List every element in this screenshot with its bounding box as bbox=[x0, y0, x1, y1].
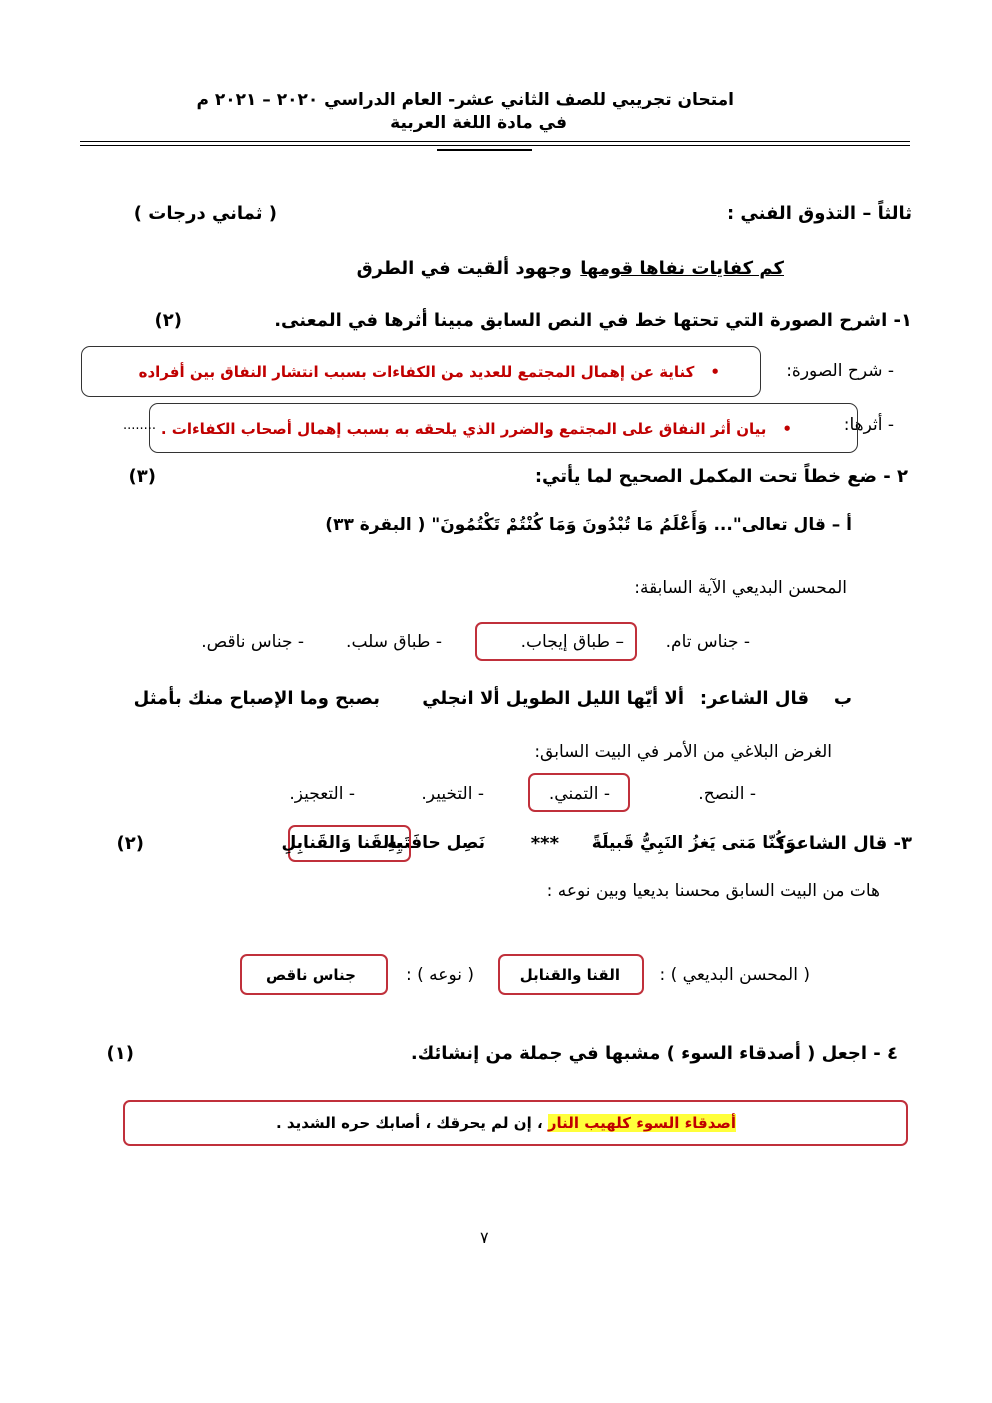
q4-prompt: ٤ - اجعل ( أصدقاء السوء ) مشبها في جملة من إنشائك. bbox=[410, 1043, 898, 1064]
q3-label-1: ( المحسن البديعي ) : bbox=[659, 965, 810, 985]
q3-instruction: هات من البيت السابق محسنا بديعيا وبين نوعه : bbox=[546, 881, 880, 901]
header-line-2: في مادة اللغة العربية bbox=[390, 113, 567, 133]
q1-effect-label: - أثرها: bbox=[843, 415, 894, 435]
q1-effect-answer-text: بيان أثر النفاق على المجتمع والضرر الذي يلحقه به بسبب إهمال أصحاب الكفاءات . bbox=[160, 420, 767, 438]
q2-b-option-3: - التخيير. bbox=[421, 784, 484, 804]
q2-a-question: المحسن البديعي الآية السابقة: bbox=[634, 578, 847, 598]
header-short-rule bbox=[437, 149, 532, 151]
header-line-1: امتحان تجريبي للصف الثاني عشر- العام الدراسي ٢٠٢٠ – ٢٠٢١ م bbox=[196, 90, 734, 110]
q2-a-option-2: – طباق إيجاب. bbox=[520, 632, 624, 652]
q3-verse-1: وَكُنّا مَتى يَغزُ النَبِيُّ قَبيلَةً bbox=[591, 833, 796, 853]
q4-marks: (١) bbox=[106, 1043, 134, 1064]
q1-marks: (٢) bbox=[154, 310, 182, 331]
page-number: ٧ bbox=[480, 1228, 489, 1247]
q2-b-option-2: - التمني. bbox=[548, 784, 610, 804]
q3-prompt-start: ٣- قال الشاعر: bbox=[778, 833, 912, 854]
q2-b-verse-1: ألا أيّها الليل الطويل ألا انجلي bbox=[422, 688, 684, 709]
q3-verse-2: نَصِل حافَتَيهِ bbox=[386, 833, 485, 853]
q2-a-option-4: - جناس ناقص. bbox=[201, 632, 304, 652]
bullet-icon: • bbox=[782, 420, 792, 438]
q2-b-intro: قال الشاعر: bbox=[699, 688, 809, 709]
q3-verse-2-boxed: بِالقَنا وَالقَنابِلِ bbox=[281, 833, 402, 853]
q2-marks: (٣) bbox=[128, 466, 156, 487]
q2-b-label: ب bbox=[833, 688, 852, 709]
header-rule-bottom bbox=[80, 145, 910, 146]
q1-effect-dots: ........ bbox=[123, 418, 157, 433]
q2-a-option-3: - طباق سلب. bbox=[346, 632, 442, 652]
q4-answer bbox=[276, 1114, 736, 1132]
q4-answer-rest: ، إن لم يحرقك ، أصابك حره الشديد . bbox=[276, 1114, 543, 1132]
q2-a-text: أ – قال تعالى"... وَأَعْلَمُ مَا تُبْدُونَ وَمَا كُنْتُمْ تَكْتُمُونَ" ( البقرة ٣٣) bbox=[325, 515, 852, 535]
header-rule-top bbox=[80, 141, 910, 142]
q1-prompt: ١- اشرح الصورة التي تحتها خط في النص السابق مبينا أثرها في المعنى. bbox=[274, 310, 912, 331]
q3-answer-2: جناس ناقص bbox=[265, 966, 356, 984]
q3-marks: (٢) bbox=[116, 833, 144, 854]
section-marks: ( ثماني درجات ) bbox=[133, 203, 277, 224]
verse-part-1: كم كفايات نفاها قومها bbox=[580, 258, 784, 279]
q3-stars: *** bbox=[530, 833, 559, 854]
q1-image-label: - شرح الصورة: bbox=[786, 361, 894, 381]
section-title: ثالثاً – التذوق الفني : bbox=[726, 203, 912, 224]
q2-b-verse-2: بصبح وما الإصباح منك بأمثل bbox=[133, 688, 380, 709]
q1-image-answer-text: كناية عن إهمال المجتمع للعديد من الكفاءات بسبب انتشار النفاق بين أفراده bbox=[138, 363, 695, 381]
bullet-icon: • bbox=[710, 363, 720, 381]
q3-label-2: ( نوعه ) : bbox=[406, 965, 474, 985]
q1-image-answer bbox=[139, 363, 720, 381]
q2-b-option-1: - النصح. bbox=[698, 784, 756, 804]
q3-answer-1: القنا والقنابل bbox=[519, 966, 620, 984]
q2-prompt: ٢ - ضع خطاً تحت المكمل الصحيح لما يأتي: bbox=[534, 466, 908, 487]
q2-b-option-4: - التعجيز. bbox=[289, 784, 355, 804]
q2-a-option-1: - جناس تام. bbox=[665, 632, 750, 652]
q1-effect-answer bbox=[161, 420, 792, 438]
q4-answer-highlight: أصدقاء السوء كلهيب النار bbox=[547, 1114, 736, 1132]
q2-b-question: الغرض البلاغي من الأمر في البيت السابق: bbox=[534, 742, 832, 762]
verse-part-2: وجهود ألقيت في الطرق bbox=[356, 258, 572, 279]
